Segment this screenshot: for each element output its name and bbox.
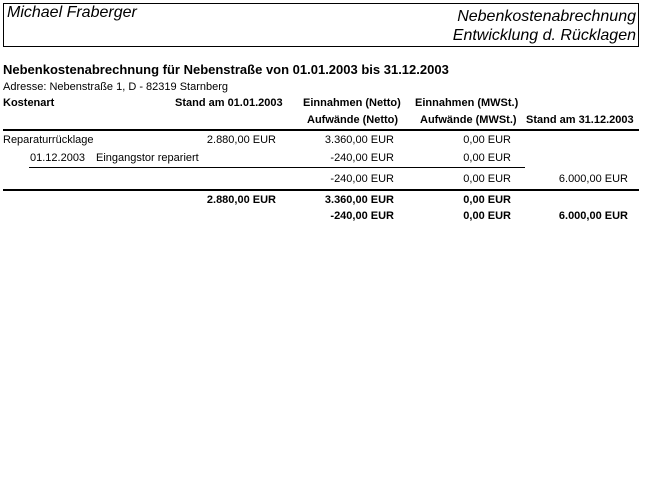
report-subtitle: Entwicklung d. Rücklagen: [452, 27, 636, 44]
col-header-einnahmen-mwst: Einnahmen (MWSt.): [415, 97, 519, 109]
entry-mwst: 0,00 EUR: [463, 152, 511, 164]
entry-divider: [29, 167, 525, 168]
total-einnahmen-mwst: 0,00 EUR: [463, 194, 511, 206]
subtotal-netto: -240,00 EUR: [330, 173, 394, 185]
address-line: Adresse: Nebenstraße 1, D - 82319 Starnberg: [3, 81, 229, 93]
header-divider: [3, 129, 639, 131]
author-name: Michael Fraberger: [7, 4, 137, 21]
report-title: Nebenkostenabrechnung für Nebenstraße von 01.01.2003 bis 31.12.2003: [3, 62, 449, 77]
col-header-kostenart: Kostenart: [3, 97, 55, 109]
total-aufwaende-netto: -240,00 EUR: [330, 210, 394, 222]
group-stand-start: 2.880,00 EUR: [206, 134, 276, 146]
col-header-einnahmen-netto: Einnahmen (Netto): [303, 97, 401, 109]
report-type-title: Nebenkostenabrechnung: [457, 8, 636, 25]
entry-date: 01.12.2003: [30, 152, 86, 164]
totals-divider: [3, 189, 639, 191]
subtotal-mwst: 0,00 EUR: [463, 173, 511, 185]
entry-description: Eingangstor repariert: [96, 152, 199, 164]
total-stand-start: 2.880,00 EUR: [206, 194, 276, 206]
total-stand-end: 6.000,00 EUR: [558, 210, 628, 222]
col-header-aufwaende-mwst: Aufwände (MWSt.): [420, 114, 517, 126]
total-aufwaende-mwst: 0,00 EUR: [463, 210, 511, 222]
subtotal-stand-end: 6.000,00 EUR: [558, 173, 628, 185]
total-einnahmen-netto: 3.360,00 EUR: [324, 194, 394, 206]
group-einnahmen-netto: 3.360,00 EUR: [324, 134, 394, 146]
col-header-stand-end: Stand am 31.12.2003: [526, 114, 634, 126]
group-einnahmen-mwst: 0,00 EUR: [463, 134, 511, 146]
group-name: Reparaturrücklage: [3, 134, 94, 146]
col-header-aufwaende-netto: Aufwände (Netto): [307, 114, 399, 126]
col-header-stand-start: Stand am 01.01.2003: [175, 97, 283, 109]
entry-netto: -240,00 EUR: [330, 152, 394, 164]
